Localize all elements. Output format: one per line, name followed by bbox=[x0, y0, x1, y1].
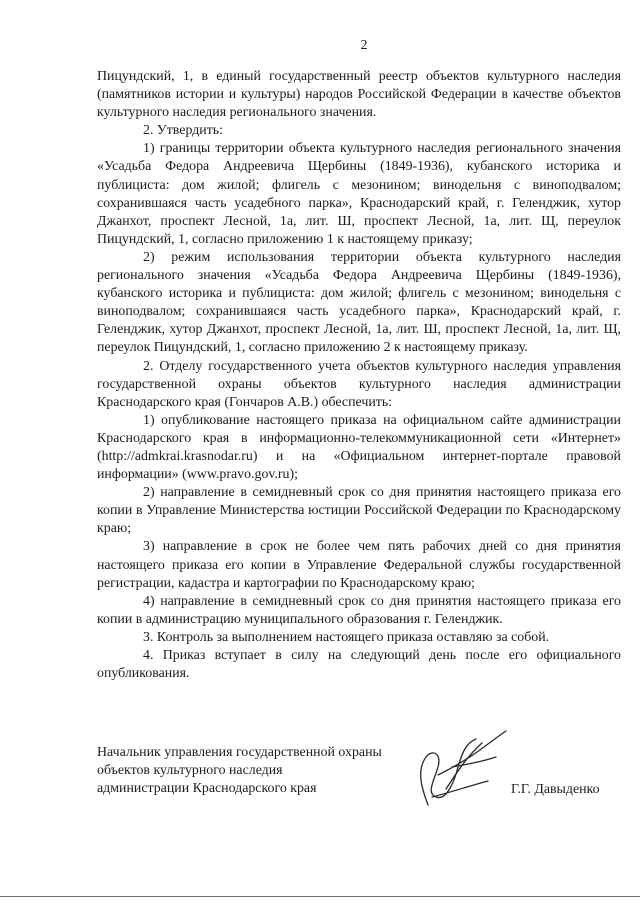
paragraph-item-2-department: 2. Отделу государственного учета объектов культурного наследия управления государственной охраны объектов культурного наследия администрации Краснодарского края (Гончаров А.В.) обеспечить: bbox=[97, 358, 621, 410]
paragraph-item-4-effective-date: 4. Приказ вступает в силу на следующий день после его официального опубликования. bbox=[97, 648, 621, 682]
paragraph-subitem-publication: 1) опубликование настоящего приказа на официальном сайте администрации Краснодарского края в информационно-телекоммуникационной сети «Интернет» (http://admkrai.krasnodar.ru) и на «Официальном интернет-портале правовой информации» (www.pravo.gov.ru); bbox=[97, 412, 621, 483]
page-bottom-rule bbox=[0, 896, 640, 897]
paragraph-subitem-ministry-of-justice: 2) направление в семидневный срок со дня принятия настоящего приказа его копии в Управление Министерства юстиции Российской Федерации по Краснодарскому краю; bbox=[97, 485, 621, 537]
signatory-name: Г.Г. Давыденко bbox=[511, 782, 600, 797]
page-number: 2 bbox=[360, 38, 368, 53]
paragraph-item-2-approve: 2. Утвердить: bbox=[143, 123, 223, 139]
signatory-title-line: объектов культурного наследия bbox=[97, 763, 283, 779]
document-body bbox=[97, 68, 621, 683]
handwritten-signature bbox=[392, 727, 512, 807]
paragraph-continuation: Пицундский, 1, в единый государственный реестр объектов культурного наследия (памятников истории и культуры) народов Российской Федерации в качестве объектов культурного наследия регионального значения. bbox=[97, 69, 621, 121]
paragraph-subitem-municipality: 4) направление в семидневный срок со дня принятия настоящего приказа его копии в администрацию муниципального образования г. Геленджик. bbox=[97, 593, 621, 627]
paragraph-item-3-control: 3. Контроль за выполнением настоящего приказа оставляю за собой. bbox=[143, 629, 550, 645]
paragraph-subitem-registration-service: 3) направление в срок не более чем пять рабочих дней со дня принятия настоящего приказа его копии в Управление Федеральной службы государственной регистрации, кадастра и картографии по Краснодарскому краю; bbox=[97, 539, 621, 591]
paragraph-subitem-usage-regime: 2) режим использования территории объекта культурного наследия регионального значения «Усадьба Федора Андреевича Щербины (1849-1936), кубанского историка и публициста: дом жилой; флигель с мезонином; винодельня с виноподвалом; сохранившаяся часть усадебного парка», Краснодарский край, г. Геленджик, хутор Джанхот, проспект Лесной, 1а, лит. Ш, проспект Лесной, 1а, лит. Щ, переулок Пицундский, 1, согласно приложению 2 к настоящему приказу. bbox=[97, 249, 621, 356]
signatory-title-line: администрации Краснодарского края bbox=[97, 781, 317, 797]
paragraph-subitem-boundaries: 1) границы территории объекта культурного наследия регионального значения «Усадьба Федора Андреевича Щербины (1849-1936), кубанского историка и публициста: дом жилой; флигель с мезонином; винодельня с виноподвалом; сохранившаяся часть усадебного парка», Краснодарский край, г. Геленджик, хутор Джанхот, проспект Лесной, 1а, лит. Ш, проспект Лесной, 1а, лит. Щ, переулок Пицундский, 1, согласно приложению 1 к настоящему приказу; bbox=[97, 141, 621, 247]
signatory-title-line: Начальник управления государственной охраны bbox=[97, 745, 382, 760]
signatory-title bbox=[97, 744, 397, 799]
